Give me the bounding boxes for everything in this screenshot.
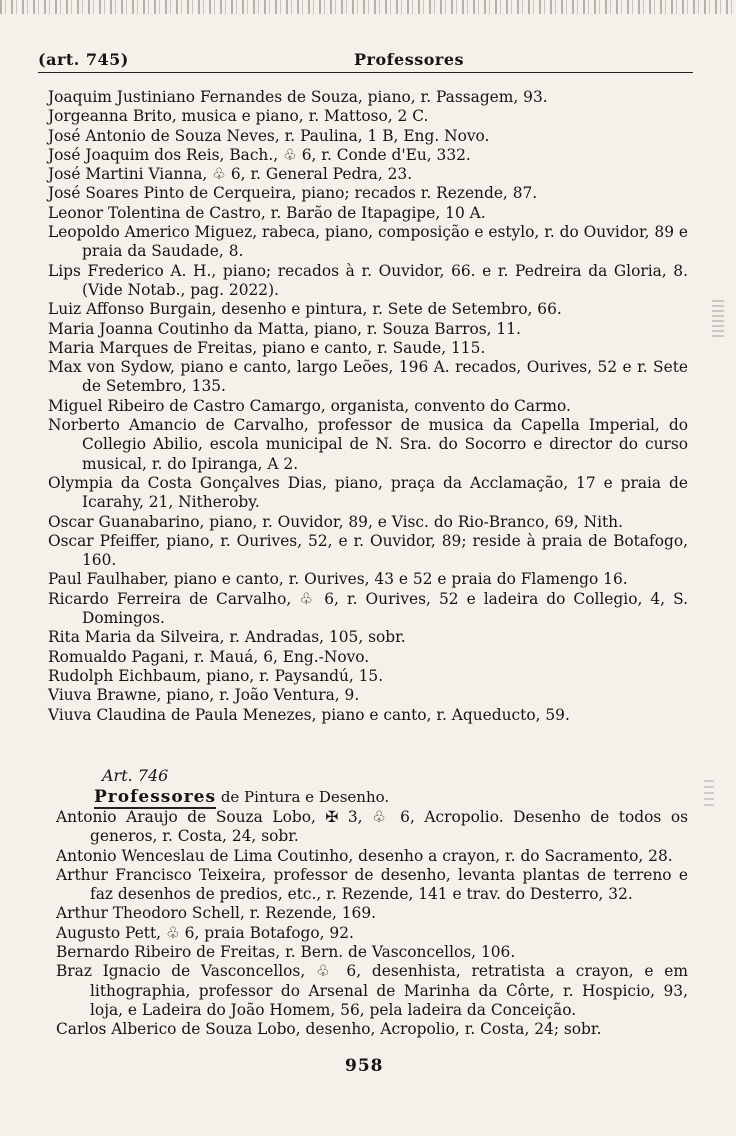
list-item: José Martini Vianna, ♧ 6, r. General Pedra, 23. xyxy=(48,165,413,184)
list-item: Antonio Araujo de Souza Lobo, ✠ 3, ♧ 6, Acropolio. Desenho de todos os generos, r. Costa, 24, sobr. xyxy=(56,808,688,846)
page-number: 958 xyxy=(345,1056,384,1076)
list-item: Braz Ignacio de Vasconcellos, ♧ 6, desenhista, retratista a crayon, e em lithographia, professor do Arsenal de Marinha da Côrte, r. Hospicio, 93, loja, e Ladeira do João Homem, 56, pela ladeira da Conceição. xyxy=(56,962,688,1019)
list-item: José Joaquim dos Reis, Bach., ♧ 6, r. Conde d'Eu, 332. xyxy=(48,145,471,164)
scan-edge-noise xyxy=(0,0,736,14)
list-item: Ricardo Ferreira de Carvalho, ♧ 6, r. Ourives, 52 e ladeira do Collegio, 4, S. Domingos. xyxy=(48,589,688,628)
list-item: Oscar Guanabarino, piano, r. Ouvidor, 89, e Visc. do Rio-Branco, 69, Nith. xyxy=(48,512,623,531)
list-item: Maria Joanna Coutinho da Matta, piano, r. Souza Barros, 11. xyxy=(48,319,521,338)
list-item: Rudolph Eichbaum, piano, r. Paysandú, 15. xyxy=(48,666,384,685)
list-item: Miguel Ribeiro de Castro Camargo, organista, convento do Carmo. xyxy=(48,396,571,415)
header-section-title: Professores xyxy=(354,50,464,69)
list-item: Paul Faulhaber, piano e canto, r. Ourives, 43 e 52 e praia do Flamengo 16. xyxy=(48,570,628,589)
list-item: Luiz Affonso Burgain, desenho e pintura, r. Sete de Setembro, 66. xyxy=(48,300,562,319)
professors-list xyxy=(48,88,688,725)
list-item: Max von Sydow, piano e canto, largo Leões, 196 A. recados, Ourives, 52 e r. Sete de Setembro, 135. xyxy=(48,358,688,396)
list-item: Olympia da Costa Gonçalves Dias, piano, praça da Acclamação, 17 e praia de Icarahy, 21, Nitheroby. xyxy=(48,473,688,512)
list-item: Norberto Amancio de Carvalho, professor de musica da Capella Imperial, do Collegio Abilio, escola municipal de N. Sra. do Socorro e director do curso musical, r. do Ipiranga, A 2. xyxy=(48,416,688,473)
list-item: Maria Marques de Freitas, piano e canto, r. Saude, 115. xyxy=(48,338,486,357)
list-item: Viuva Brawne, piano, r. João Ventura, 9. xyxy=(48,686,360,705)
header-rule xyxy=(38,72,693,73)
running-header xyxy=(38,50,693,76)
margin-speck xyxy=(704,780,714,810)
list-item: Rita Maria da Silveira, r. Andradas, 105, sobr. xyxy=(48,628,406,647)
list-item: Oscar Pfeiffer, piano, r. Ourives, 52, e r. Ouvidor, 89; reside à praia de Botafogo, 160. xyxy=(48,531,688,570)
list-item: Arthur Francisco Teixeira, professor de desenho, levanta plantas de terreno e faz desenhos de predios, etc., r. Rezende, 141 e trav. do Desterro, 32. xyxy=(56,865,688,904)
list-item: Leonor Tolentina de Castro, r. Barão de Itapagipe, 10 A. xyxy=(48,203,486,222)
list-item: Jorgeanna Brito, musica e piano, r. Mattoso, 2 C. xyxy=(48,107,429,126)
article-number: Art. 746 xyxy=(102,766,169,785)
list-item: José Soares Pinto de Cerqueira, piano; recados r. Rezende, 87. xyxy=(48,184,538,203)
list-item: Arthur Theodoro Schell, r. Rezende, 169. xyxy=(56,904,377,923)
list-item: José Antonio de Souza Neves, r. Paulina, 1 B, Eng. Novo. xyxy=(48,126,490,145)
margin-speck xyxy=(712,300,724,340)
list-item: Joaquim Justiniano Fernandes de Souza, piano, r. Passagem, 93. xyxy=(48,88,548,106)
list-item: Leopoldo Americo Miguez, rabeca, piano, composição e estylo, r. do Ouvidor, 89 e praia da Saudade, 8. xyxy=(48,223,688,261)
section-heading-rest: de Pintura e Desenho. xyxy=(220,788,390,806)
list-item: Romualdo Pagani, r. Mauá, 6, Eng.-Novo. xyxy=(48,647,370,666)
section-heading-main: Professores xyxy=(94,787,217,807)
list-item: Carlos Alberico de Souza Lobo, desenho, Acropolio, r. Costa, 24; sobr. xyxy=(56,1020,602,1039)
list-item: Augusto Pett, ♧ 6, praia Botafogo, 92. xyxy=(56,923,354,942)
section-art-746 xyxy=(56,766,688,1040)
section-heading xyxy=(56,786,688,808)
list-item: Antonio Wenceslau de Lima Coutinho, desenho a crayon, r. do Sacramento, 28. xyxy=(56,846,673,865)
header-article-ref: (art. 745) xyxy=(38,50,129,69)
list-item: Viuva Claudina de Paula Menezes, piano e canto, r. Aqueducto, 59. xyxy=(48,705,570,724)
list-item: Bernardo Ribeiro de Freitas, r. Bern. de Vasconcellos, 106. xyxy=(56,943,516,962)
list-item: Lips Frederico A. H., piano; recados à r. Ouvidor, 66. e r. Pedreira da Gloria, 8. (Vide Notab., pag. 2022). xyxy=(48,261,688,299)
